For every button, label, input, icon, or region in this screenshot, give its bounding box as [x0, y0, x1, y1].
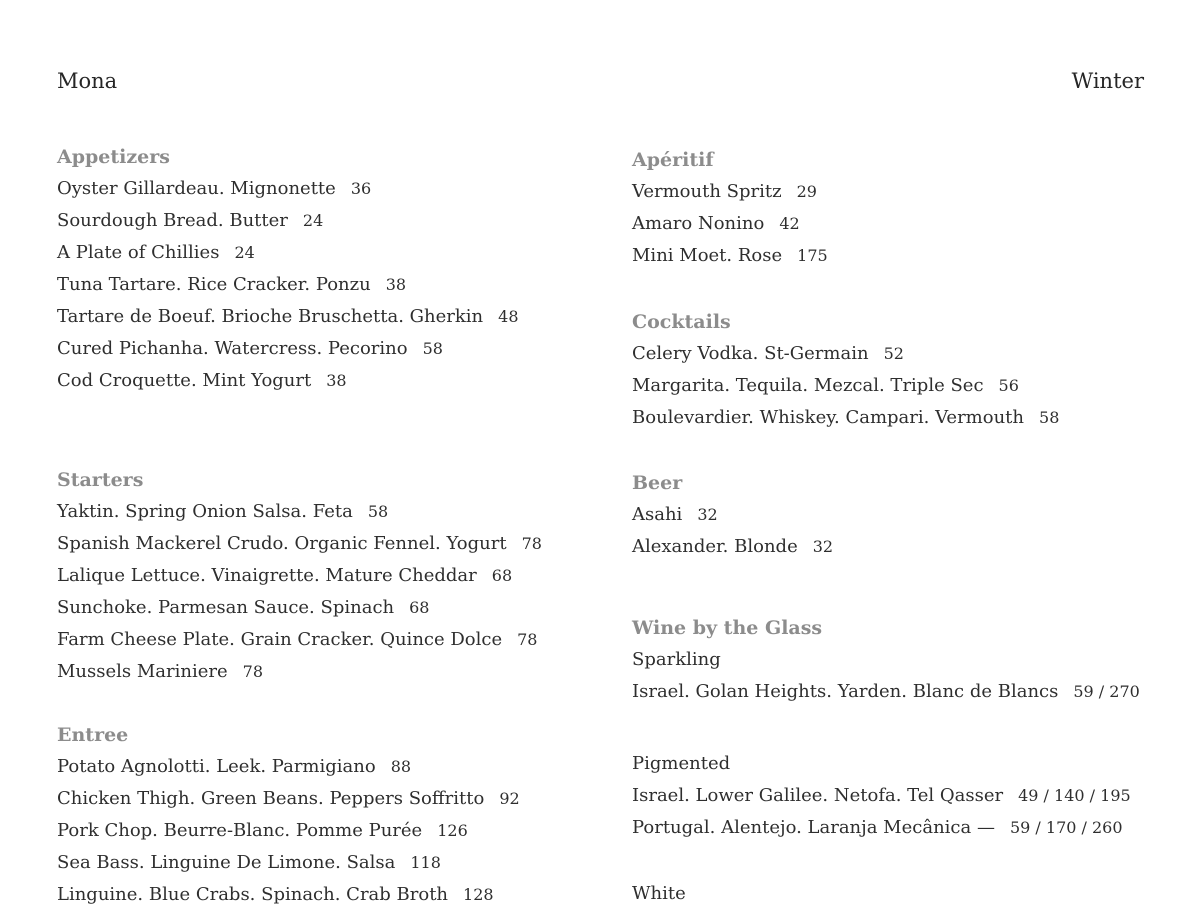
section-heading: Beer [632, 472, 683, 494]
menu-item [632, 531, 1144, 563]
section-entree [57, 719, 632, 911]
menu-item-name: Tuna Tartare. Rice Cracker. Ponzu [57, 274, 371, 295]
menu-column-right [632, 141, 1144, 911]
menu-item [57, 528, 632, 560]
menu-item-price: 59 / 270 [1073, 682, 1140, 701]
menu-item-name: Oyster Gillardeau. Mignonette [57, 178, 336, 199]
menu-item [632, 208, 1144, 240]
section-heading: Wine by the Glass [632, 617, 823, 639]
section-beer [632, 467, 1144, 563]
menu-item-name: Israel. Golan Heights. Yarden. Blanc de Blancs [632, 681, 1059, 702]
menu-item-name: Amaro Nonino [632, 213, 765, 234]
section-heading: Entree [57, 724, 129, 746]
menu-item-name: Sunchoke. Parmesan Sauce. Spinach [57, 597, 395, 618]
section-wine-by-the-glass [632, 612, 1144, 910]
menu-item-name: Boulevardier. Whiskey. Campari. Vermouth [632, 407, 1025, 428]
menu-item-name: Potato Agnolotti. Leek. Parmigiano [57, 756, 376, 777]
menu-item [632, 370, 1144, 402]
section-heading: Appetizers [57, 146, 170, 168]
section-heading: Apéritif [632, 149, 714, 171]
menu-item-name: Farm Cheese Plate. Grain Cracker. Quince Dolce [57, 629, 503, 650]
menu-item [57, 560, 632, 592]
menu-item [632, 780, 1144, 812]
menu-item [632, 402, 1144, 434]
menu-item-price: 48 [498, 307, 519, 326]
menu-item [57, 237, 632, 269]
menu-item [57, 301, 632, 333]
menu-item-price: 36 [350, 179, 372, 198]
menu-item-name: A Plate of Chillies [57, 242, 220, 263]
menu-item-price: 68 [409, 598, 430, 617]
menu-item-name: Alexander. Blonde [632, 536, 798, 557]
menu-item-name: Tartare de Boeuf. Brioche Bruschetta. Gherkin [57, 306, 484, 327]
menu-item-name: Sea Bass. Linguine De Limone. Salsa [57, 852, 396, 873]
menu-item-price: 92 [499, 789, 520, 808]
menu-item [57, 365, 632, 397]
menu-season: Winter [1071, 69, 1144, 93]
wine-group-sparkling [632, 644, 1144, 708]
menu-item-price: 24 [234, 243, 255, 262]
section-appetizers [57, 141, 632, 397]
menu-item [57, 333, 632, 365]
menu-item-price: 88 [390, 757, 412, 776]
menu-item-name: Israel. Lower Galilee. Netofa. Tel Qasser [632, 785, 1004, 806]
wine-group-white [632, 878, 1144, 910]
menu-item [632, 338, 1144, 370]
menu-item-name: Cured Pichanha. Watercress. Pecorino [57, 338, 408, 359]
menu-item-price: 32 [697, 505, 718, 524]
menu-item [57, 173, 632, 205]
menu-item-price: 78 [517, 630, 538, 649]
menu-item-name: Sourdough Bread. Butter [57, 210, 288, 231]
menu-item-price: 49 / 140 / 195 [1018, 786, 1131, 805]
menu-item-name: Mussels Mariniere [57, 661, 228, 682]
menu-item-price: 42 [779, 214, 800, 233]
menu-item-name: Portugal. Alentejo. Laranja Mecânica — [632, 817, 995, 838]
masthead [57, 66, 1144, 96]
menu-item-price: 32 [812, 537, 834, 556]
menu-item-price: 38 [326, 371, 347, 390]
menu-item [632, 499, 1144, 531]
menu-item-name: Pork Chop. Beurre-Blanc. Pomme Purée [57, 820, 423, 841]
menu-item-price: 56 [998, 376, 1019, 395]
menu-item-name: Margarita. Tequila. Mezcal. Triple Sec [632, 375, 984, 396]
menu-item [57, 751, 632, 783]
menu-item [57, 496, 632, 528]
section-aperitif [632, 144, 1144, 272]
wine-group-label: Pigmented [632, 753, 731, 774]
menu-item-price: 52 [883, 344, 904, 363]
menu-item-price: 24 [302, 211, 324, 230]
menu-item-name: Asahi [632, 504, 683, 525]
restaurant-name: Mona [57, 69, 118, 93]
menu-item-name: Linguine. Blue Crabs. Spinach. Crab Broth [57, 884, 449, 905]
menu-item [57, 205, 632, 237]
menu-item-name: Celery Vodka. St-Germain [632, 343, 869, 364]
wine-group-label: Sparkling [632, 649, 721, 670]
wine-group-label: White [632, 883, 686, 904]
menu-item [57, 879, 632, 911]
menu-column-left [57, 141, 632, 911]
menu-item [632, 812, 1144, 844]
section-heading: Cocktails [632, 311, 731, 333]
menu-item [57, 592, 632, 624]
menu-item-price: 118 [410, 853, 441, 872]
menu-item-name: Spanish Mackerel Crudo. Organic Fennel. Yogurt [57, 533, 507, 554]
menu-item-name: Mini Moet. Rose [632, 245, 783, 266]
menu-item-name: Yaktin. Spring Onion Salsa. Feta [57, 501, 353, 522]
menu-item-price: 38 [385, 275, 407, 294]
menu-item [57, 269, 632, 301]
menu-item [632, 240, 1144, 272]
menu-item [632, 676, 1144, 708]
menu-item-price: 58 [422, 339, 443, 358]
menu-item-name: Chicken Thigh. Green Beans. Peppers Soffritto [57, 788, 485, 809]
menu-item-price: 175 [797, 246, 828, 265]
section-starters [57, 464, 632, 688]
menu-item-price: 58 [367, 502, 389, 521]
menu-item-price: 68 [491, 566, 513, 585]
menu-item-name: Cod Croquette. Mint Yogurt [57, 370, 312, 391]
menu-item [57, 847, 632, 879]
menu-columns [57, 141, 1144, 911]
menu-item-price: 58 [1039, 408, 1060, 427]
menu-item-price: 29 [796, 182, 817, 201]
menu-item-price: 78 [242, 662, 264, 681]
menu-item-price: 59 / 170 / 260 [1009, 818, 1123, 837]
menu-item [632, 176, 1144, 208]
menu-item-price: 128 [463, 885, 494, 904]
section-heading: Starters [57, 469, 144, 491]
wine-group-pigmented [632, 748, 1144, 844]
menu-item-name: Lalique Lettuce. Vinaigrette. Mature Cheddar [57, 565, 477, 586]
menu-item-price: 78 [521, 534, 542, 553]
section-cocktails [632, 306, 1144, 434]
menu-item-name: Vermouth Spritz [632, 181, 782, 202]
menu-item [57, 783, 632, 815]
menu-item [57, 815, 632, 847]
menu-item [57, 624, 632, 656]
menu-item [57, 656, 632, 688]
menu-item-price: 126 [437, 821, 468, 840]
